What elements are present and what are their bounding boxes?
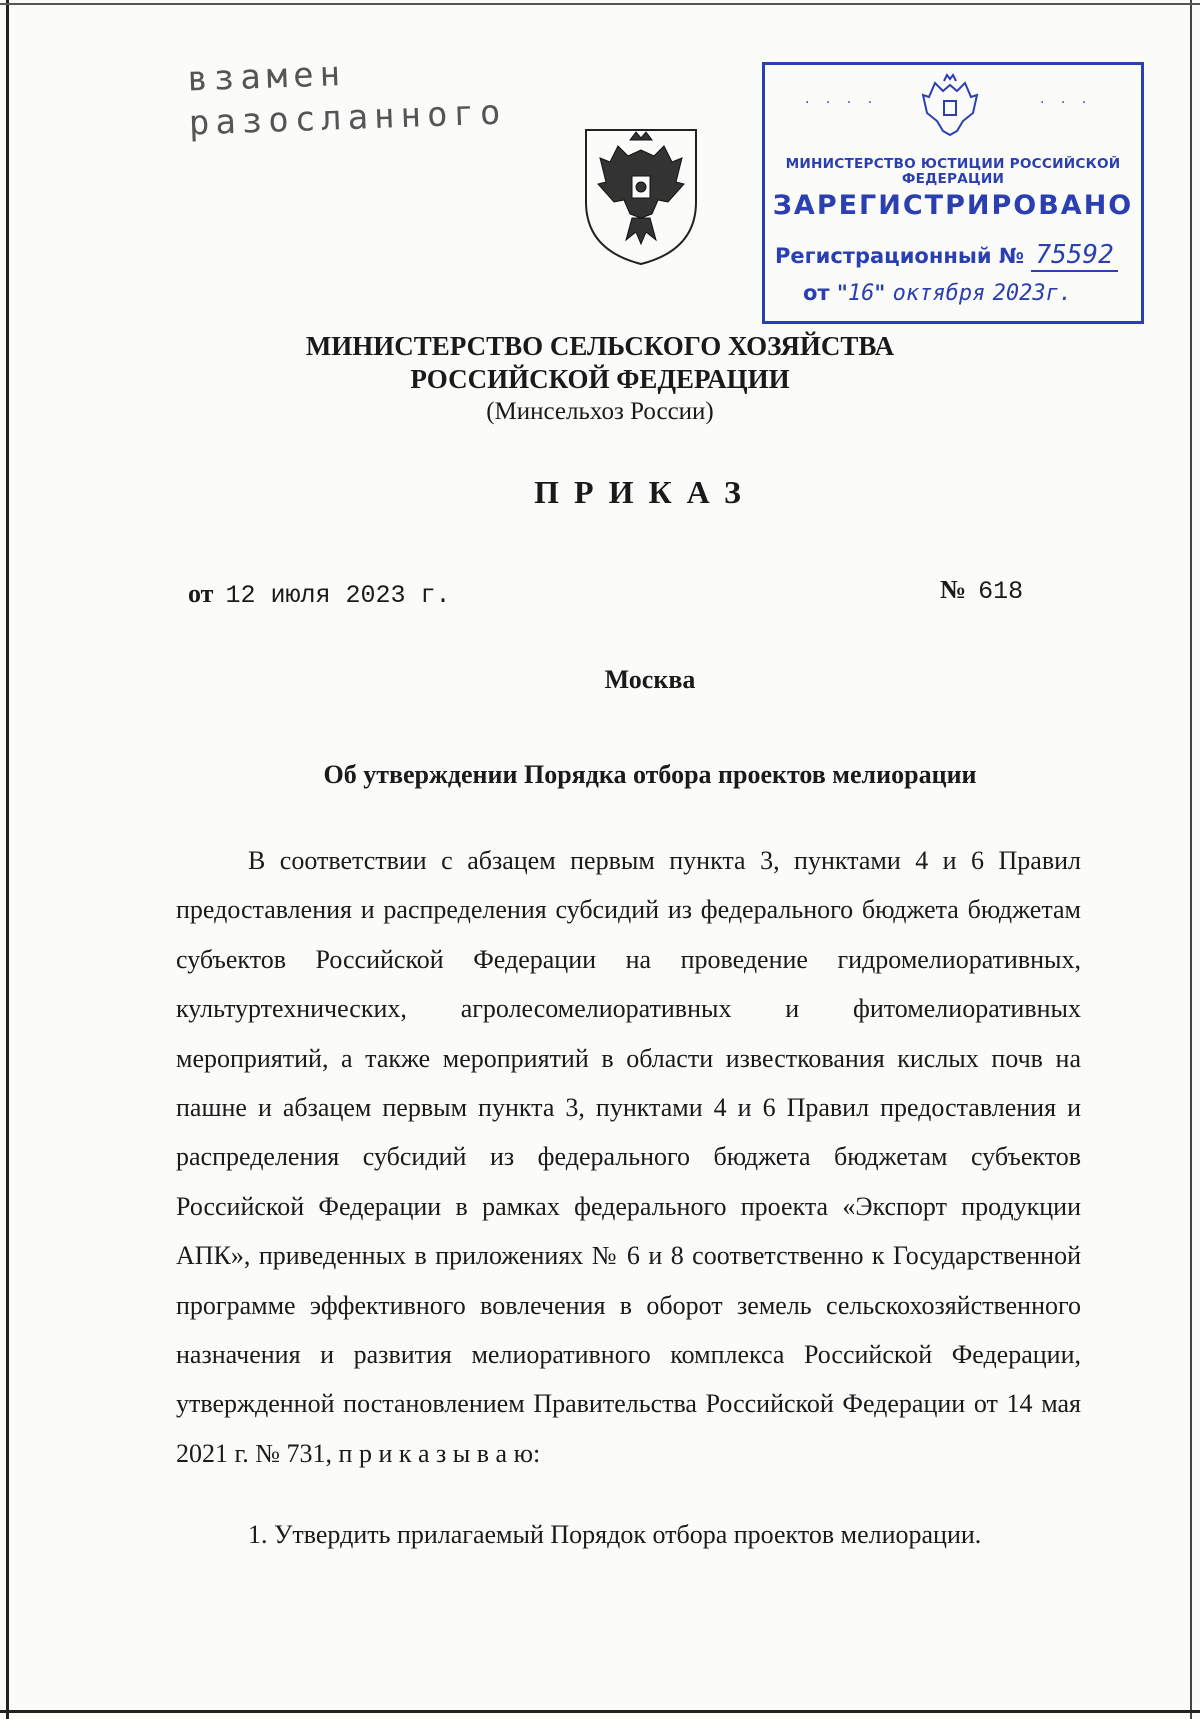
handwritten-note (187, 46, 508, 145)
stamp-ministry: МИНИСТЕРСТВО ЮСТИЦИИ РОССИЙСКОЙ ФЕДЕРАЦИИ (785, 157, 1121, 187)
document-type: ПРИКАЗ (534, 474, 756, 510)
stamp-reg-number-value: 75592 (1031, 240, 1117, 272)
number-value: 618 (978, 577, 1024, 606)
stamp-date-mid: " (874, 281, 886, 305)
stamp-date-day: 16 (847, 281, 875, 306)
date-value: 12 июля 2023 г. (225, 581, 451, 610)
stamp-status: ЗАРЕГИСТРИРОВАНО (772, 190, 1134, 221)
registration-stamp (762, 62, 1144, 324)
stamp-date-month: октября (892, 281, 986, 306)
document-number (940, 575, 1023, 606)
scan-border-right (1190, 0, 1192, 1719)
document-date (188, 579, 450, 610)
scan-border-bottom (0, 1710, 1200, 1713)
stamp-date (803, 281, 1072, 306)
handwritten-line-1: взамен (186, 54, 347, 100)
ministry-name-line-1: МИНИСТЕРСТВО СЕЛЬСКОГО ХОЗЯЙСТВА (305, 331, 895, 361)
ministry-short-name: (Минсельхоз России) (486, 398, 714, 425)
stamp-date-prefix: от " (803, 281, 848, 305)
number-label: № (940, 575, 967, 604)
coat-of-arms-icon (580, 122, 702, 268)
order-item-1: 1. Утвердить прилагаемый Порядок отбора проектов мелиорации. (248, 1520, 982, 1549)
document-city: Москва (604, 665, 696, 694)
stamp-dots-right: · · · (1040, 95, 1093, 111)
document-title: Об утверждении Порядка отбора проектов мелиорации (323, 760, 977, 789)
body-paragraph: В соответствии с абзацем первым пункта 3, пунктами 4 и 6 Правил предоставления и распределения субсидий из федерального бюджета бюджетам субъектов Российской Федерации на проведение гидромелиоративных, культуртехнических, агролесомелиоративных и фитомелиоративных мероприятий, а также мероприятий в области известкования кислых почв на пашне и абзацем первым пункта 3, пунктами 4 и 6 Правил предоставления и распределения субсидий из федерального бюджета бюджетам субъектов Российской Федерации в рамках федерального проекта «Экспорт продукции АПК», приведенных в приложениях № 6 и 8 соответственно к Государственной программе эффективного вовлечения в оборот земель сельскохозяйственного назначения и развития мелиоративного комплекса Российской Федерации, утвержденной постановлением Правительства Российской Федерации от 14 мая 2021 г. № 731, п р и к а з ы в а ю: (176, 846, 1081, 1468)
stamp-emblem-icon (917, 73, 983, 143)
stamp-reg-number (775, 240, 1118, 270)
ministry-header (0, 330, 1200, 428)
scan-border-left (6, 0, 9, 1719)
handwritten-line-2: разосланного (188, 92, 508, 144)
scan-border-top (0, 3, 1200, 5)
date-label: от (188, 579, 214, 608)
stamp-reg-label: Регистрационный № (775, 244, 1025, 268)
stamp-date-year: 2023г. (992, 281, 1073, 306)
ministry-name-line-2: РОССИЙСКОЙ ФЕДЕРАЦИИ (410, 364, 790, 394)
stamp-dots-left: · · · · (805, 95, 879, 111)
